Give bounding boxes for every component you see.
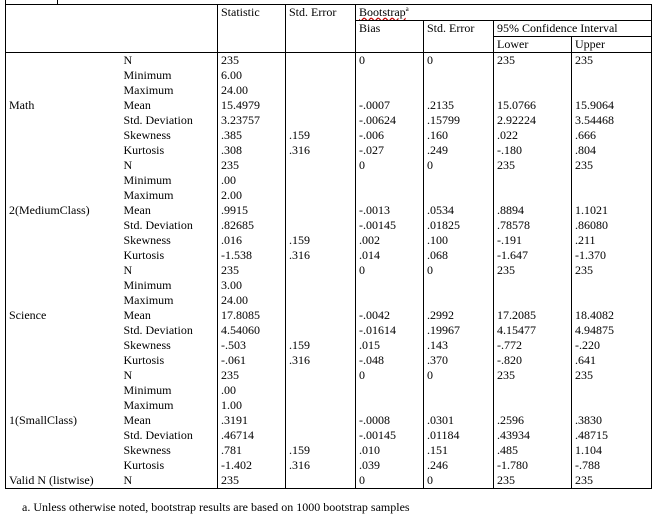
- std-error-cell: [286, 278, 356, 293]
- statistic-cell: .308: [218, 143, 286, 158]
- statistic-cell: 15.4979: [218, 98, 286, 113]
- bias-cell: -.01614: [356, 323, 424, 338]
- row-label: Maximum: [116, 293, 218, 308]
- statistic-cell: 2.00: [218, 188, 286, 203]
- boot-std-error-cell: [424, 383, 494, 398]
- row-label: Minimum: [116, 383, 218, 398]
- group-label: Science: [9, 308, 47, 322]
- statistic-cell: .385: [218, 128, 286, 143]
- bias-cell: 0: [356, 263, 424, 278]
- upper-cell: .804: [572, 143, 652, 158]
- row-label: Mean: [116, 413, 218, 428]
- std-error-cell: [286, 263, 356, 278]
- boot-std-error-cell: [424, 83, 494, 98]
- std-error-cell: .159: [286, 128, 356, 143]
- boot-std-error-cell: .19967: [424, 323, 494, 338]
- upper-cell: .211: [572, 233, 652, 248]
- boot-std-error-cell: .15799: [424, 113, 494, 128]
- lower-cell: -.191: [494, 233, 572, 248]
- row-label: Kurtosis: [116, 458, 218, 473]
- row-label: Maximum: [116, 83, 218, 98]
- std-error-cell: [286, 368, 356, 383]
- row-label: Std. Deviation: [116, 428, 218, 443]
- upper-cell: .666: [572, 128, 652, 143]
- upper-cell: [572, 68, 652, 83]
- bias-cell: .002: [356, 233, 424, 248]
- std-error-cell: [286, 413, 356, 428]
- std-error-cell: .316: [286, 458, 356, 473]
- lower-cell: .78578: [494, 218, 572, 233]
- lower-cell: [494, 383, 572, 398]
- header-std-error: Std. Error: [286, 5, 356, 53]
- bias-cell: [356, 293, 424, 308]
- statistic-cell: 3.00: [218, 278, 286, 293]
- upper-cell: .641: [572, 353, 652, 368]
- statistic-cell: 17.8085: [218, 308, 286, 323]
- bias-cell: [356, 188, 424, 203]
- boot-std-error-cell: .01184: [424, 428, 494, 443]
- header-lower: Lower: [494, 37, 572, 53]
- lower-cell: -.772: [494, 338, 572, 353]
- row-label: Mean: [116, 203, 218, 218]
- statistic-cell: 235: [218, 158, 286, 173]
- statistic-cell: -.503: [218, 338, 286, 353]
- lower-cell: -.820: [494, 353, 572, 368]
- statistic-cell: 1.00: [218, 398, 286, 413]
- table-row: [6, 158, 652, 173]
- upper-cell: 235: [572, 368, 652, 383]
- bias-cell: -.0007: [356, 98, 424, 113]
- std-error-cell: [286, 53, 356, 69]
- upper-cell: 4.94875: [572, 323, 652, 338]
- row-label: N: [116, 53, 218, 69]
- upper-cell: 235: [572, 158, 652, 173]
- statistic-cell: .00: [218, 173, 286, 188]
- std-error-cell: .159: [286, 338, 356, 353]
- header-bias: Bias: [356, 21, 424, 53]
- statistic-cell: 6.00: [218, 68, 286, 83]
- boot-std-error-cell: .0301: [424, 413, 494, 428]
- statistic-cell: 235: [218, 368, 286, 383]
- upper-cell: -.220: [572, 338, 652, 353]
- header-upper: Upper: [575, 37, 605, 51]
- boot-std-error-cell: .143: [424, 338, 494, 353]
- header-corner: [6, 5, 218, 53]
- bootstrap-label: Bootstrap: [359, 5, 406, 19]
- lower-cell: 15.0766: [494, 98, 572, 113]
- boot-std-error-cell: 0: [424, 473, 494, 489]
- lower-cell: .022: [494, 128, 572, 143]
- statistic-cell: .9915: [218, 203, 286, 218]
- boot-std-error-cell: [424, 188, 494, 203]
- boot-std-error-cell: 0: [424, 368, 494, 383]
- statistic-cell: 24.00: [218, 83, 286, 98]
- bias-cell: 0: [356, 473, 424, 489]
- boot-std-error-cell: .2992: [424, 308, 494, 323]
- lower-cell: 17.2085: [494, 308, 572, 323]
- lower-cell: [494, 278, 572, 293]
- row-label: Skewness: [116, 338, 218, 353]
- lower-cell: 235: [494, 53, 572, 69]
- std-error-cell: [286, 398, 356, 413]
- boot-std-error-cell: .370: [424, 353, 494, 368]
- bias-cell: -.048: [356, 353, 424, 368]
- statistic-cell: -1.538: [218, 248, 286, 263]
- lower-cell: 235: [494, 263, 572, 278]
- bootstrap-footnote-marker: a: [405, 5, 409, 13]
- row-label: Maximum: [116, 188, 218, 203]
- boot-std-error-cell: .068: [424, 248, 494, 263]
- std-error-cell: [286, 323, 356, 338]
- lower-cell: [494, 293, 572, 308]
- boot-std-error-cell: .246: [424, 458, 494, 473]
- row-label: N: [116, 263, 218, 278]
- bias-cell: 0: [356, 158, 424, 173]
- upper-cell: 3.54468: [572, 113, 652, 128]
- upper-cell: [572, 83, 652, 98]
- std-error-cell: [286, 173, 356, 188]
- boot-std-error-cell: 0: [424, 53, 494, 69]
- lower-cell: [494, 68, 572, 83]
- row-label: Kurtosis: [116, 248, 218, 263]
- lower-cell: [494, 188, 572, 203]
- row-label: Minimum: [116, 173, 218, 188]
- upper-cell: [572, 188, 652, 203]
- row-label: Skewness: [116, 443, 218, 458]
- lower-cell: [494, 173, 572, 188]
- lower-cell: 2.92224: [494, 113, 572, 128]
- bias-cell: .014: [356, 248, 424, 263]
- bias-cell: -.027: [356, 143, 424, 158]
- statistic-cell: .46714: [218, 428, 286, 443]
- statistic-cell: 235: [218, 53, 286, 69]
- upper-cell: [572, 278, 652, 293]
- boot-std-error-cell: [424, 173, 494, 188]
- bias-cell: [356, 68, 424, 83]
- row-label: Maximum: [116, 398, 218, 413]
- lower-cell: .43934: [494, 428, 572, 443]
- upper-cell: .86080: [572, 218, 652, 233]
- std-error-cell: .159: [286, 233, 356, 248]
- row-label: N: [116, 473, 218, 489]
- std-error-cell: .316: [286, 353, 356, 368]
- upper-cell: 235: [572, 263, 652, 278]
- row-label: Std. Deviation: [116, 218, 218, 233]
- row-label: Mean: [116, 98, 218, 113]
- group-label: 2(MediumClass): [9, 203, 90, 217]
- boot-std-error-cell: .151: [424, 443, 494, 458]
- row-label: Std. Deviation: [116, 323, 218, 338]
- row-label: Skewness: [116, 128, 218, 143]
- header-bootstrap: [356, 5, 652, 21]
- std-error-cell: [286, 113, 356, 128]
- upper-cell: [572, 398, 652, 413]
- statistic-cell: 3.23757: [218, 113, 286, 128]
- std-error-cell: [286, 428, 356, 443]
- std-error-cell: [286, 188, 356, 203]
- lower-cell: 235: [494, 158, 572, 173]
- boot-std-error-cell: .100: [424, 233, 494, 248]
- std-error-cell: [286, 218, 356, 233]
- upper-cell: 15.9064: [572, 98, 652, 113]
- lower-cell: [494, 398, 572, 413]
- row-label: Minimum: [116, 278, 218, 293]
- bias-cell: 0: [356, 368, 424, 383]
- boot-std-error-cell: [424, 398, 494, 413]
- bias-cell: -.006: [356, 128, 424, 143]
- statistic-cell: -.061: [218, 353, 286, 368]
- table-row: [6, 53, 652, 69]
- statistic-cell: 4.54060: [218, 323, 286, 338]
- upper-cell: 235: [572, 53, 652, 69]
- std-error-cell: [286, 473, 356, 489]
- statistic-cell: 235: [218, 473, 286, 489]
- std-error-cell: [286, 98, 356, 113]
- bias-cell: 0: [356, 53, 424, 69]
- lower-cell: [494, 83, 572, 98]
- header-boot-std-error: Std. Error: [424, 21, 494, 53]
- std-error-cell: [286, 158, 356, 173]
- statistic-cell: .781: [218, 443, 286, 458]
- table-row: [6, 368, 652, 383]
- std-error-cell: [286, 383, 356, 398]
- upper-cell: .3830: [572, 413, 652, 428]
- boot-std-error-cell: 0: [424, 263, 494, 278]
- row-label: Std. Deviation: [116, 113, 218, 128]
- group-label: 1(SmallClass): [9, 413, 77, 427]
- lower-cell: -.180: [494, 143, 572, 158]
- bias-cell: -.00624: [356, 113, 424, 128]
- upper-cell: 1.104: [572, 443, 652, 458]
- upper-cell: 235: [572, 473, 652, 489]
- bias-cell: .039: [356, 458, 424, 473]
- statistic-cell: .82685: [218, 218, 286, 233]
- upper-cell: -.788: [572, 458, 652, 473]
- group-label: Math: [6, 53, 116, 159]
- statistic-cell: .00: [218, 383, 286, 398]
- bias-cell: -.00145: [356, 428, 424, 443]
- std-error-cell: [286, 308, 356, 323]
- upper-cell: 18.4082: [572, 308, 652, 323]
- std-error-cell: [286, 203, 356, 218]
- boot-std-error-cell: .160: [424, 128, 494, 143]
- header-statistic: Statistic: [218, 5, 286, 53]
- bias-cell: .010: [356, 443, 424, 458]
- lower-cell: 235: [494, 473, 572, 489]
- table-body: [6, 5, 652, 489]
- upper-cell: [572, 383, 652, 398]
- bias-cell: -.0013: [356, 203, 424, 218]
- bias-cell: [356, 383, 424, 398]
- valid-n-label: Valid N (listwise): [9, 473, 94, 487]
- row-label: Kurtosis: [116, 353, 218, 368]
- std-error-cell: [286, 68, 356, 83]
- lower-cell: .2596: [494, 413, 572, 428]
- std-error-cell: .316: [286, 143, 356, 158]
- lower-cell: -1.647: [494, 248, 572, 263]
- statistic-cell: 235: [218, 263, 286, 278]
- boot-std-error-cell: .0534: [424, 203, 494, 218]
- table-row: [6, 263, 652, 278]
- lower-cell: 235: [494, 368, 572, 383]
- upper-cell: -1.370: [572, 248, 652, 263]
- boot-std-error-cell: [424, 278, 494, 293]
- valid-n-row: [6, 473, 652, 489]
- header-row-1: [6, 5, 652, 21]
- bias-cell: [356, 83, 424, 98]
- std-error-cell: [286, 293, 356, 308]
- upper-cell: 1.1021: [572, 203, 652, 218]
- row-label: N: [116, 158, 218, 173]
- descriptives-table: [5, 4, 652, 489]
- boot-std-error-cell: .249: [424, 143, 494, 158]
- std-error-cell: .316: [286, 248, 356, 263]
- bias-cell: -.0008: [356, 413, 424, 428]
- std-error-cell: [286, 83, 356, 98]
- lower-cell: .485: [494, 443, 572, 458]
- statistic-cell: .016: [218, 233, 286, 248]
- header-ci: 95% Confidence Interval: [494, 21, 652, 37]
- boot-std-error-cell: .2135: [424, 98, 494, 113]
- lower-cell: .8894: [494, 203, 572, 218]
- boot-std-error-cell: 0: [424, 158, 494, 173]
- upper-cell: .48715: [572, 428, 652, 443]
- statistic-cell: -1.402: [218, 458, 286, 473]
- std-error-cell: .159: [286, 443, 356, 458]
- row-label: Skewness: [116, 233, 218, 248]
- boot-std-error-cell: .01825: [424, 218, 494, 233]
- row-label: Mean: [116, 308, 218, 323]
- statistic-cell: .3191: [218, 413, 286, 428]
- descriptives-table-wrapper: [5, 4, 652, 489]
- bias-cell: [356, 278, 424, 293]
- bias-cell: .015: [356, 338, 424, 353]
- bias-cell: [356, 173, 424, 188]
- row-label: Kurtosis: [116, 143, 218, 158]
- lower-cell: 4.15477: [494, 323, 572, 338]
- upper-cell: [572, 293, 652, 308]
- boot-std-error-cell: [424, 68, 494, 83]
- row-label: N: [116, 368, 218, 383]
- upper-cell: [572, 173, 652, 188]
- bias-cell: -.0042: [356, 308, 424, 323]
- bias-cell: -.00145: [356, 218, 424, 233]
- lower-cell: -1.780: [494, 458, 572, 473]
- row-label: Minimum: [116, 68, 218, 83]
- footnote: a. Unless otherwise noted, bootstrap results are based on 1000 bootstrap samples: [22, 500, 410, 514]
- statistic-cell: 24.00: [218, 293, 286, 308]
- bias-cell: [356, 398, 424, 413]
- boot-std-error-cell: [424, 293, 494, 308]
